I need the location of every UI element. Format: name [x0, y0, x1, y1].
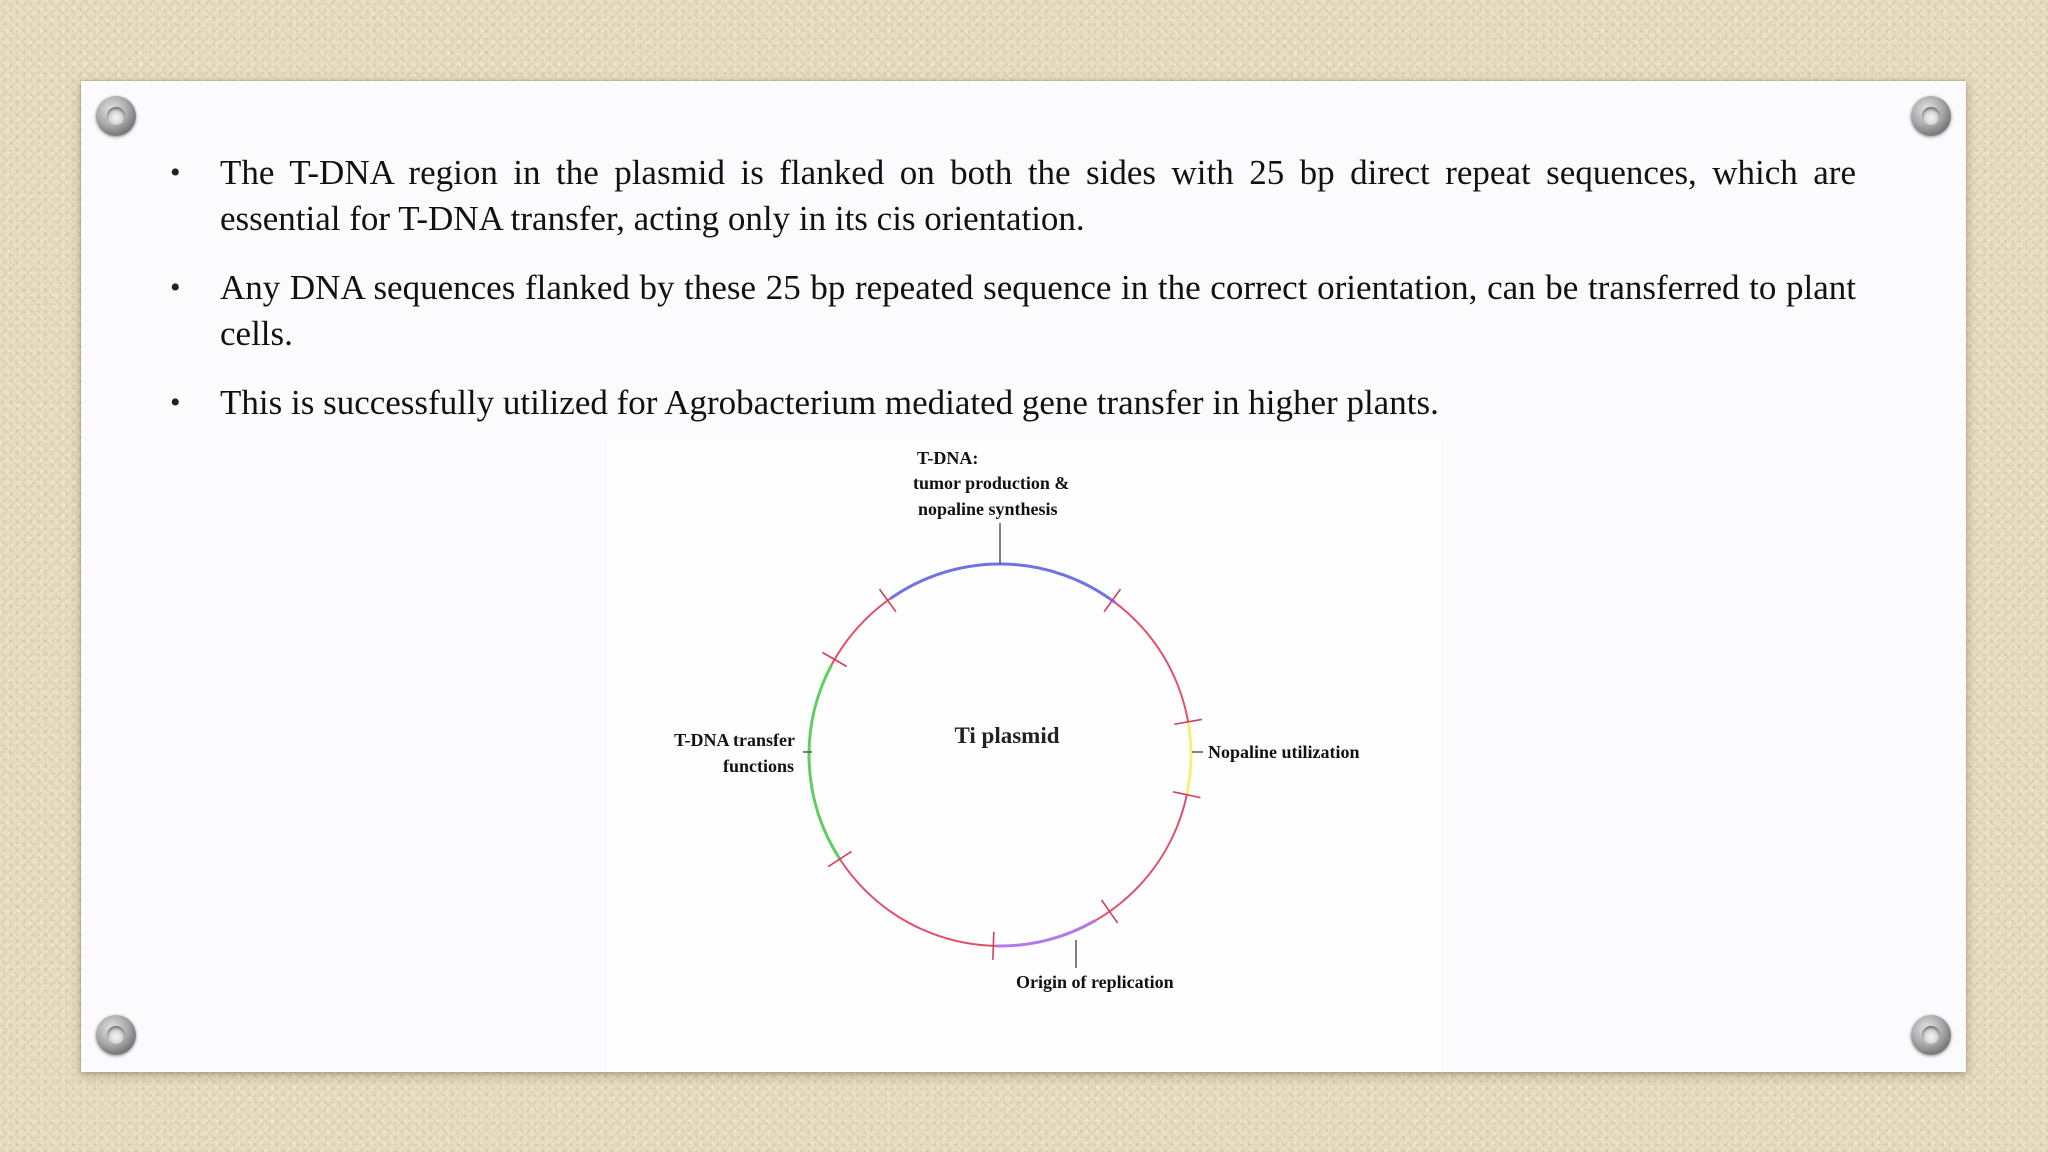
- grommet-bottom-right-icon: [1911, 1015, 1951, 1055]
- bullet-glyph: •: [170, 271, 181, 304]
- bullet-text-3: This is successfully utilized for Agrobacterium mediated gene transfer in higher plants.: [220, 383, 1439, 422]
- origin-label: Origin of replication: [1016, 972, 1174, 992]
- tdna-region-arc: [890, 564, 1114, 602]
- transfer-region-arc: [809, 665, 840, 859]
- boundary-tick-6: [993, 932, 994, 960]
- grommet-top-right-icon: [1911, 96, 1951, 136]
- boundary-tick-2: [1104, 589, 1120, 612]
- grommet-bottom-left-icon: [96, 1015, 136, 1055]
- nopaline-label: Nopaline utilization: [1208, 742, 1360, 762]
- boundary-tick-1: [880, 589, 896, 612]
- tdna-label-line1: T-DNA:: [917, 448, 979, 468]
- tdna-label-line3: nopaline synthesis: [918, 499, 1058, 519]
- bullet-item-3: [170, 380, 1856, 426]
- tdna-label-line2: tumor production &: [913, 473, 1070, 493]
- nopaline-region-arc: [1187, 722, 1191, 795]
- bullet-text-1: The T-DNA region in the plasmid is flanked on both the sides with 25 bp direct repeat sequences, which are essential for T-DNA transfer, acting only in its cis orientation.: [220, 153, 1856, 238]
- boundary-tick-8: [822, 653, 846, 667]
- boundary-tick-5: [1102, 900, 1118, 923]
- ti-plasmid-svg: [607, 440, 1441, 1072]
- grommet-top-left-icon: [96, 96, 136, 136]
- ti-plasmid-diagram: [607, 440, 1441, 1072]
- transfer-label-line2: functions: [722, 756, 794, 776]
- boundary-tick-7: [828, 851, 851, 866]
- bullet-glyph: •: [170, 386, 181, 419]
- transfer-label-line1: T-DNA transfer: [674, 730, 795, 750]
- center-label: Ti plasmid: [954, 723, 1060, 748]
- origin-region-arc: [997, 920, 1096, 946]
- bullet-item-1: [170, 150, 1856, 242]
- bullet-text-2: Any DNA sequences flanked by these 25 bp repeated sequence in the correct orientation, can be transferred to plant cells.: [220, 268, 1856, 353]
- bullet-item-2: [170, 265, 1856, 357]
- plasmid-backbone: [809, 564, 1191, 946]
- bullet-list: [170, 150, 1856, 449]
- bullet-glyph: •: [170, 156, 181, 189]
